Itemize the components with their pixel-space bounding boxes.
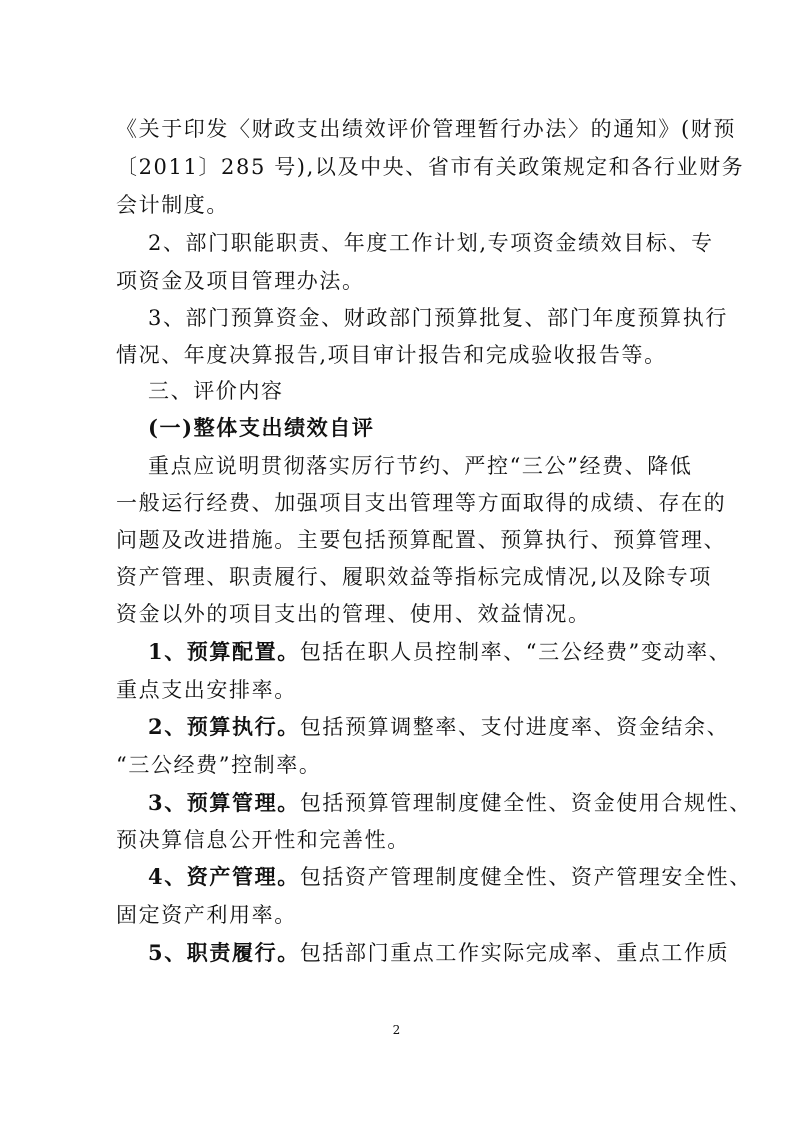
paragraph-line: “三公经费”控制率。 [116,753,322,777]
paragraph-line: 重点应说明贯彻落实厉行节约、严控“三公”经费、降低 [148,454,693,478]
point-label: 1、预算配置。 [148,639,300,664]
point-line [148,862,752,892]
paragraph-line: 会计制度。 [116,193,229,217]
paragraph-line: 2、部门职能职责、年度工作计划,专项资金绩效目标、专 [148,231,714,255]
paragraph-line: 一般运行经费、加强项目支出管理等方面取得的成绩、存在的 [116,491,727,515]
paragraph-line: 问题及改进措施。主要包括预算配置、预算执行、预算管理、 [116,528,727,552]
point-text: 包括资产管理制度健全性、资产管理安全性、 [299,865,752,889]
point-text: 包括部门重点工作实际完成率、重点工作质 [299,941,730,965]
point-line [148,938,728,968]
page-number: 2 [392,1023,401,1037]
paragraph-line: 情况、年度决算报告,项目审计报告和完成验收报告等。 [116,343,667,367]
point-text: 包括预算管理制度健全性、资金使用合规性、 [299,791,752,815]
point-line [148,712,728,742]
paragraph-line: 〔2011〕285 号),以及中央、省市有关政策规定和各行业财务 [116,155,745,179]
paragraph-line: 资产管理、职责履行、履职效益等指标完成情况,以及除专项 [116,565,712,589]
subsection-heading: (一)整体支出绩效自评 [148,415,375,440]
point-line [148,637,732,667]
paragraph-line: 预决算信息公开性和完善性。 [116,828,410,852]
paragraph-line: 项资金及项目管理办法。 [116,269,365,293]
point-text: 包括在职人员控制率、“三公经费”变动率、 [299,640,732,664]
paragraph-line: 3、部门预算资金、财政部门预算批复、部门年度预算执行 [148,306,728,330]
point-label: 4、资产管理。 [148,864,300,889]
point-label: 3、预算管理。 [148,790,300,815]
point-line [148,788,752,818]
point-label: 2、预算执行。 [148,714,300,739]
paragraph-line: 固定资产利用率。 [116,903,297,927]
point-text: 包括预算调整率、支付进度率、资金结余、 [299,715,730,739]
point-label: 5、职责履行。 [148,940,300,965]
section-heading: 三、评价内容 [148,379,284,403]
paragraph-line: 《关于印发〈财政支出绩效评价管理暂行办法〉的通知》(财预 [116,117,736,141]
paragraph-line: 重点支出安排率。 [116,678,297,702]
paragraph-line: 资金以外的项目支出的管理、使用、效益情况。 [116,602,591,626]
